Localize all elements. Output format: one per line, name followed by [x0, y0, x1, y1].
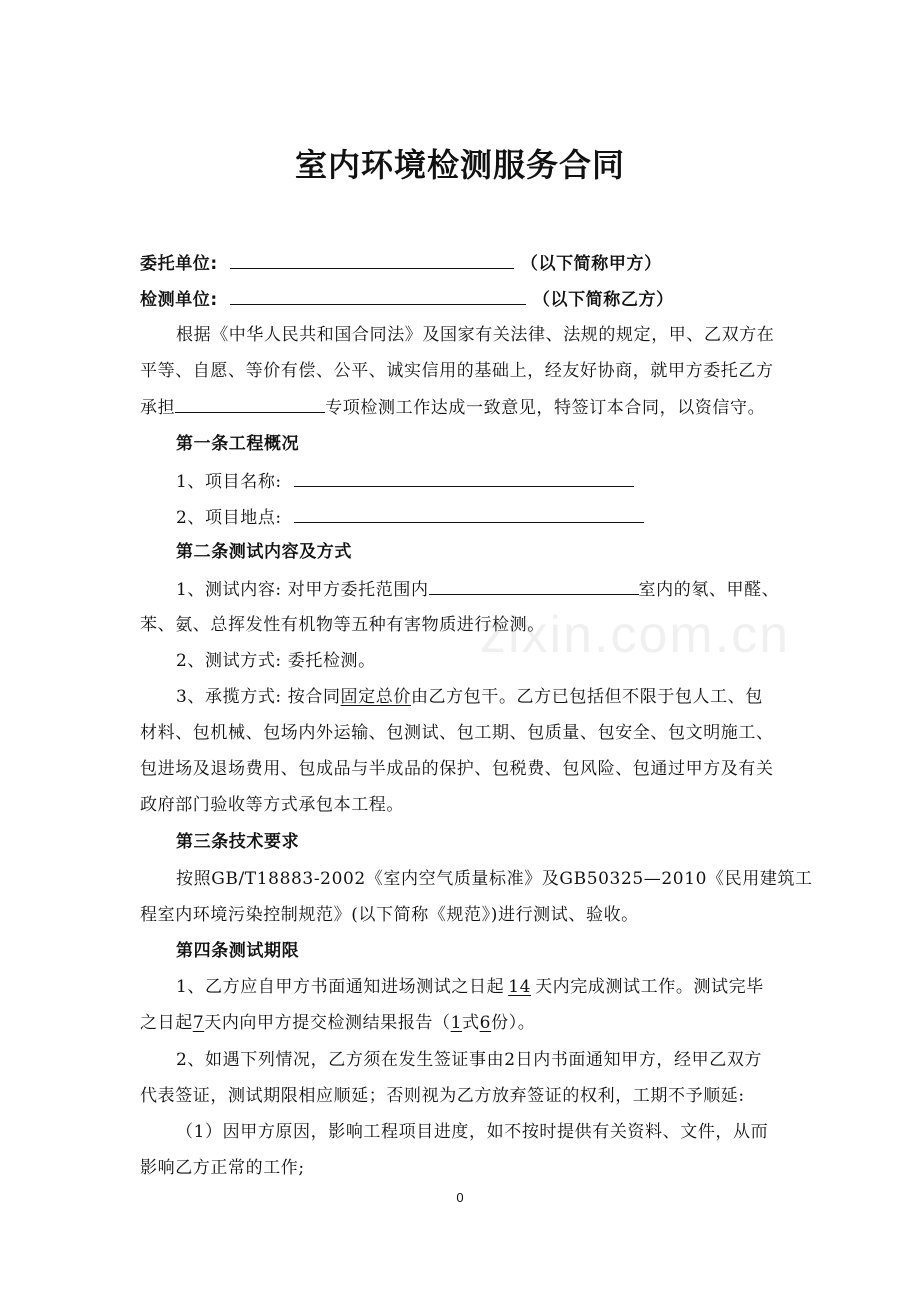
document-title: 室内环境检测服务合同	[294, 146, 625, 184]
tester-label: 检测单位:	[140, 290, 218, 310]
intro-line-2: 平等、自愿、等价有偿、公平、诚实信用的基础上，经友好协商，就甲方委托乙方	[140, 361, 774, 381]
report-originals: 1	[450, 1013, 463, 1033]
completion-days: 14	[508, 977, 532, 997]
tester-name-field[interactable]	[230, 288, 526, 305]
project-name-line	[176, 470, 800, 493]
client-line	[140, 252, 800, 275]
tech-requirement-line-1: 按照GB/T18883-2002《室内空气质量标准》及GB50325—2010《民用建筑工	[176, 869, 813, 889]
intro-line-3-suffix: 专项检测工作达成一致意见，特签订本合同，以资信守。	[325, 398, 766, 418]
test-method-line: 2、测试方式: 委托检测。	[176, 651, 376, 671]
article-3-heading: 第三条技术要求	[176, 832, 300, 852]
project-location-field[interactable]	[294, 506, 644, 523]
period-text-f: 份）。	[491, 1013, 536, 1033]
tester-line	[140, 288, 800, 311]
article-4-heading: 第四条测试期限	[176, 941, 300, 961]
case-1-line-2: 影响乙方正常的工作;	[140, 1158, 305, 1178]
test-content-prefix: 1、测试内容: 对甲方委托范围内	[176, 580, 429, 600]
report-days: 7	[192, 1013, 205, 1033]
client-name-field[interactable]	[230, 252, 514, 269]
contract-method-line-3: 包进场及退场费用、包成品与半成品的保护、包税费、包风险、包通过甲方及有关	[140, 759, 774, 779]
project-name-field[interactable]	[294, 470, 634, 487]
period-text-b: 天内完成测试工作。测试完毕	[535, 977, 764, 997]
contract-method-prefix: 3、承揽方式: 按合同	[176, 687, 341, 707]
article-2-heading: 第二条测试内容及方式	[176, 542, 352, 562]
contract-method-line-1	[176, 686, 800, 708]
period-text-a: 1、乙方应自甲方书面通知进场测试之日起	[176, 977, 505, 997]
project-location-line	[176, 506, 800, 529]
tech-requirement-line-2: 程室内环境污染控制规范》(以下简称《规范》)进行测试、验收。	[140, 905, 639, 925]
tester-suffix: （以下简称乙方）	[532, 290, 674, 310]
page-number: 0	[456, 1190, 464, 1205]
svg-text:zixin.com.cn: zixin.com.cn	[480, 606, 791, 664]
test-scope-field[interactable]	[429, 578, 639, 595]
extension-line-2: 代表签证，测试期限相应顺延；否则视为乙方放弃签证的权利，工期不予顺延:	[140, 1086, 745, 1106]
test-content-suffix: 室内的氡、甲醛、	[638, 580, 780, 600]
period-line-2	[140, 1012, 800, 1034]
project-name-label: 1、项目名称:	[176, 472, 282, 492]
period-text-c: 之日起	[140, 1013, 193, 1033]
intro-line-3-prefix: 承担	[140, 398, 176, 418]
report-copies: 6	[479, 1013, 492, 1033]
contract-method-line-2: 材料、包机械、包场内外运输、包测试、包工期、包质量、包安全、包文明施工、	[140, 723, 774, 743]
period-text-d: 天内向甲方提交检测结果报告（	[204, 1013, 451, 1033]
client-label: 委托单位:	[140, 254, 218, 274]
test-content-line-2: 苯、氨、总挥发性有机物等五种有害物质进行检测。	[140, 615, 545, 635]
test-content-line-1	[176, 578, 800, 601]
project-location-label: 2、项目地点:	[176, 508, 282, 528]
project-scope-field[interactable]	[175, 396, 325, 413]
period-line-1	[176, 976, 800, 998]
case-1-line-1: （1）因甲方原因，影响工程项目进度，如不按时提供有关资料、文件，从而	[176, 1122, 769, 1142]
contract-method-line-4: 政府部门验收等方式承包本工程。	[140, 795, 404, 815]
fixed-price-term: 固定总价	[340, 687, 411, 707]
client-suffix: （以下简称甲方）	[520, 254, 662, 274]
article-1-heading: 第一条工程概况	[176, 434, 300, 454]
extension-line-1: 2、如遇下列情况，乙方须在发生签证事由2日内书面通知甲方，经甲乙双方	[176, 1050, 763, 1070]
period-text-e: 式	[462, 1013, 480, 1033]
intro-line-3	[140, 396, 800, 419]
intro-line-1: 根据《中华人民共和国合同法》及国家有关法律、法规的规定，甲、乙双方在	[176, 325, 775, 345]
contract-method-suffix: 由乙方包干。乙方已包括但不限于包人工、包	[410, 687, 763, 707]
